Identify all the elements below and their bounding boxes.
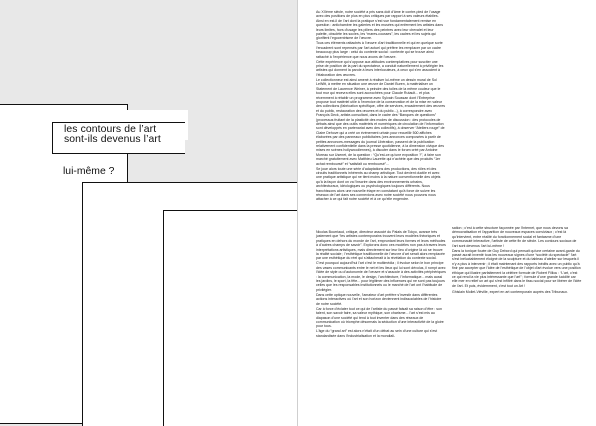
article-paragraph: Se joue alors toute une série d’adaptations des productions, des rôles et des circuits traditionnels inhérents au champ artistique. Tout devient ductile et avec une pratique artistique qui ne tient moins à la nature conventionnelle des objets qu’à la façon dont on va l’inscrire dans des environnements urbains, architecturaux, idéologiques ou psychologiques toujours différents. Nous franchissons alors une nouvelle étape en constatant qu’à force de suivre les réseaux de l’art dans ses connexions avec notre société nous pouvons nous attacher à ce qui fait notre société et à ce qu’elle engendre.	[316, 166, 441, 202]
article-column-lower	[316, 230, 446, 339]
headline-line-2: sont-ils devenus l’art	[64, 134, 161, 145]
author-credit: Ghislain Mollet-Viéville, expert en art contemporain auprès des Tribunaux.	[452, 290, 569, 295]
article-column-side	[452, 226, 582, 295]
article-paragraph: L’âge du “grand art” est alors n’était d’un débat au sein d’une culture qui s’est standardisée dans l’industrialisation et la mondiali-	[316, 329, 438, 338]
headline-line-1: les contours de l’art	[64, 124, 157, 135]
article-column-main	[316, 10, 446, 202]
article-paragraph: Nicolas Bourriaud, critique, directeur associé du Palais de Tokyo, avance très justement que “les artistes contemporains trouvent leurs modèles théoriques et pratiques en dehors du monde de l’art, empruntant leurs formes et leurs méthodes à d’autres champs de savoir”. Explorons donc ces modèles non pas à travers leurs interprétations artistiques, mais directement sur leur lieu d’origine là où se trouve la réalité sociale ; l’esthétique traditionnelle de l’œuvre d’art serait alors remplacée par une esthétique du réel qui s’attacherait à la révélation du contexte social.	[316, 230, 446, 261]
article-paragraph: sation ; c’est à cette structure façonnée par l’internet, que nous devons sa démocratisation et l’apparition de nouveaux espaces conviviaux ; c’est là qu’intervient, entre réalité du fonctionnement social et fantasme d’une communauté interactive, l’artiste de cette fin de siècle. Les contours sociaux de l’art sont devenus l’art lui-même !	[452, 226, 577, 248]
outline-frame-inner	[163, 210, 298, 426]
article-paragraph: Dans la tonique fouée de Guy Debord qui pensait qu’une certaine avant-garde du passé aurait inventé tous les nouveaux signes d’une “société du spectacle” l’art s’est inéluctablement éloigné de la sculpture et du tableau d’atelier sur lesquels il n’y a plus à intervenir ; il était maintenant des rapports inédits avec un public qu’à finir par accepter que l’idée de l’esthétique de l’objet d’art évolue vers une position éthique qui illustre parfaitement la célèbre formule de Robert Filliou : “L’art, c’est ce qui rend la vie plus intéressante que l’art” ; formule d’une grande lucidité car elle mer en relief un art qui s’est infiltré dans le tissu social pour se libérer de l’idée de l’art. Et puis, évidemment, c’est tout un Art !	[452, 248, 582, 288]
headline-line-3: lui-même ?	[63, 166, 115, 177]
article-paragraph: Dans cette optique nouvelle, l’amateur d’art préfère s’investir dans différentes actions interactives où l’art et son horizon deviennent indissociables de l’histoire de notre société.	[316, 292, 442, 306]
headline	[64, 124, 212, 148]
article-paragraph: Le collectionneur est ainsi amené à réaliser lui-même un dessin mural de Sol LeWitt, à mettre en situation une œuvre de Daniel Buren, à matérialiser un Statement de Laurence Weiner, à peindre des toiles de la même couleur que le tout mur qui recevra elles sont accrochées pour Claude Rutault... et plus récemment à rétablir un programme avec Sylvain Soussan dont l’Entreprise propose tout matériel utile à l’exercice de la conservation et de la mise en valeur des collections (fabrication spécifique, offre de services, encadrement des œuvres et du public, restauration des œuvres et du public...), à correspondre avec François Deck, artiste-consultant, dans le cadre des “Banques de questions” (processus fruitant de la plasticité des modes de discussion : des protocoles de débats ainsi que des outils matériels et numériques de circulation de l’information sont développés en partenariat avec des collectifs), à observer “Ateliers rouge” de Claire Dehove qui a créé un événement urbain pour recueillir 500 affiches élaborées par des panneaux publicitaires (ces annonces composées à partir de petites annonces-messages du journal Libération, passent de la publication relativement confidentielle dans la presse quotidienne, à la dimension civique des mises en scènes hollywoodiennes), à discuter dans le forum créé par Antoine Moreau sur Usenet, de la question : “Qu’est-ce qu’une exposition ?”, à faire son marché gratuitement avec Matthieu Laurette qui n’achète que des produits “1er achat remboursé” et “satisfait ou remboursé”...	[316, 77, 446, 166]
article-paragraph: Cette expérience qui s’oppose aux attitudes contemplatives pour susciter une prise de position de la part du spectateur, a conduit naturellement à privilégier les artistes qui donnent la parole à leurs interlocuteurs, à ceux qui s’en associent à l’élaboration des œuvres.	[316, 59, 444, 77]
article-paragraph: Au XXème siècle, notre société a pris sans doit d’âme le contre-pied de l’usage avec des positions de plus en plus critiques par rapport à ses valeurs établies. Ainsi en est-il de l’art dont la pratique s’est vue fondamentalement remise en question : antichambre les galeries et les musées qui enferment les artistes dans leurs limites, hors d’usage les piliers des peintres avec leur chevalet et leur palette, obsolète les socles, les “mares-cousses”, les cadres et les sujets qui glorifient l’egocentrisme de l’œuvre.	[316, 10, 443, 41]
article-paragraph: Car à force d’éclater tout ce qui de l’artiste du passé faisait sa raison d’être : son talent, son savoir faire, sa valeur mythique, son charisme... l’art s’est mis au diapason d’une société qui tend à tout inventer dans des réseaux de communication où triomphe désormais la séduction d’une interactivité de la gloire pour tous.	[316, 306, 444, 329]
article-paragraph: Tous ces éléments rattachés à l’œuvre d’art traditionnelle et qui en quelque sorte l’encadrent sont repensés par l’art actuel qui préfère les remplacer par un cadre beaucoup plus large : celui du contexte social : contexte qui se trouve ainsi rattaché à l’expérience que nous avons de l’œuvre.	[316, 41, 443, 59]
article-paragraph: C’est pourquoi aujourd’hui l’art c’est le multimédia ; il évolue selon le bon principe des vases communicants entre le net et les lieux qui lui sont dévolus, il rompt avec l’idée de style ou d’autonomie de l’œuvre et s’associe à des activités périphériques : la communication, la mode, le design, l’architecture, l’informatique... mais aussi les jardins, le sport, la fête... pour légitimer des influences qui ne sont pas toujours celles que les responsables institutionnels ou le marché de l’art ont l’habitude de privilégier.	[316, 261, 446, 292]
